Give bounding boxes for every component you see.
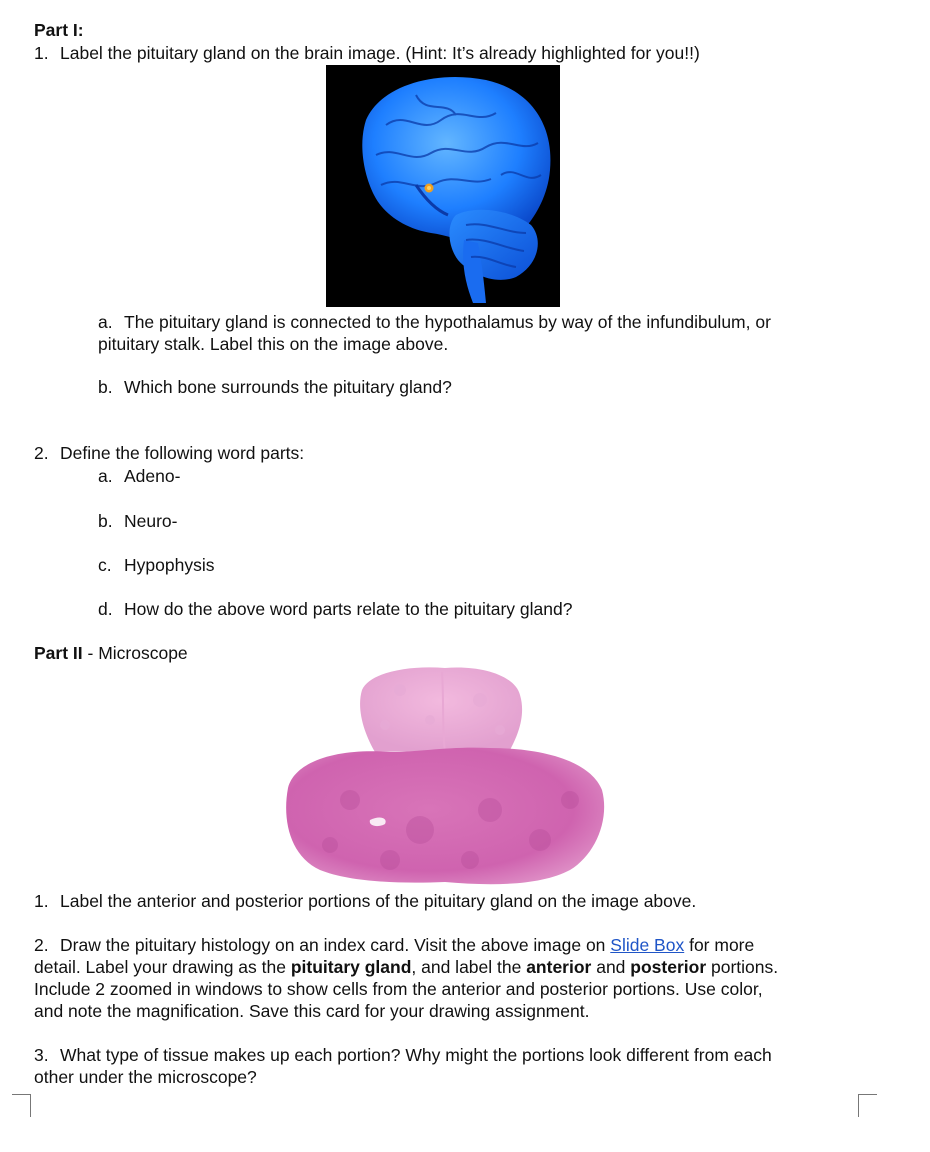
part2-heading-bold: Part II <box>34 643 83 663</box>
slide-box-link[interactable]: Slide Box <box>610 935 685 955</box>
histology-image <box>270 660 610 890</box>
q2c-text: Hypophysis <box>124 555 215 575</box>
question-2-number: 2. <box>34 443 49 463</box>
part2-q3-number: 3. <box>34 1045 49 1065</box>
q1b-text: Which bone surrounds the pituitary gland? <box>124 377 452 397</box>
part2-q2-number: 2. <box>34 935 49 955</box>
question-1-text: Label the pituitary gland on the brain image. (Hint: It’s already highlighted for you!!) <box>60 43 700 63</box>
part2-q1-text: Label the anterior and posterior portions of the pituitary gland on the image above. <box>60 891 697 911</box>
part2-q2-line2 <box>34 957 778 978</box>
part2-heading <box>34 643 188 664</box>
question-1-number: 1. <box>34 43 49 63</box>
q1a-label: a. <box>98 312 113 332</box>
q2d-text: How do the above word parts relate to the pituitary gland? <box>124 599 573 619</box>
part2-q2-line1-before: Draw the pituitary histology on an index card. Visit the above image on <box>60 935 611 955</box>
q2d-label: d. <box>98 599 113 619</box>
q2-text-g: portions. <box>706 957 779 977</box>
posterior-bold: posterior <box>630 957 707 977</box>
q2-text-a: detail. Label your drawing as the <box>34 957 291 977</box>
q1a-line2: pituitary stalk. Label this on the image above. <box>98 334 449 354</box>
part2-q2-line4: and note the magnification. Save this card for your drawing assignment. <box>34 1001 590 1021</box>
question-2-text: Define the following word parts: <box>60 443 305 463</box>
part2-q3-line1: What type of tissue makes up each portion? Why might the portions look different from each <box>60 1045 772 1065</box>
part2-q2-line1-after: for more <box>684 935 755 955</box>
part2-q2-line1 <box>60 935 754 956</box>
q2c-label: c. <box>98 555 112 575</box>
q2-text-c: , and label the <box>411 957 527 977</box>
brain-image <box>326 65 560 307</box>
q1a-line1: The pituitary gland is connected to the hypothalamus by way of the infundibulum, or <box>124 312 771 332</box>
q2a-label: a. <box>98 466 113 486</box>
q2b-text: Neuro- <box>124 511 178 531</box>
pituitary-gland-bold: pituitary gland <box>290 957 412 977</box>
q1b-label: b. <box>98 377 113 397</box>
part2-q2-line3: Include 2 zoomed in windows to show cells from the anterior and posterior portions. Use color, <box>34 979 763 999</box>
q2b-label: b. <box>98 511 113 531</box>
page-corner-mark-left <box>12 1094 31 1117</box>
part1-heading: Part I: <box>34 20 84 40</box>
page-corner-mark-right <box>858 1094 877 1117</box>
part2-q3-line2: other under the microscope? <box>34 1067 257 1087</box>
anterior-bold: anterior <box>526 957 592 977</box>
q2-text-e: and <box>591 957 631 977</box>
part2-heading-rest: - Microscope <box>82 643 188 663</box>
part2-q1-number: 1. <box>34 891 49 911</box>
q2a-text: Adeno- <box>124 466 181 486</box>
